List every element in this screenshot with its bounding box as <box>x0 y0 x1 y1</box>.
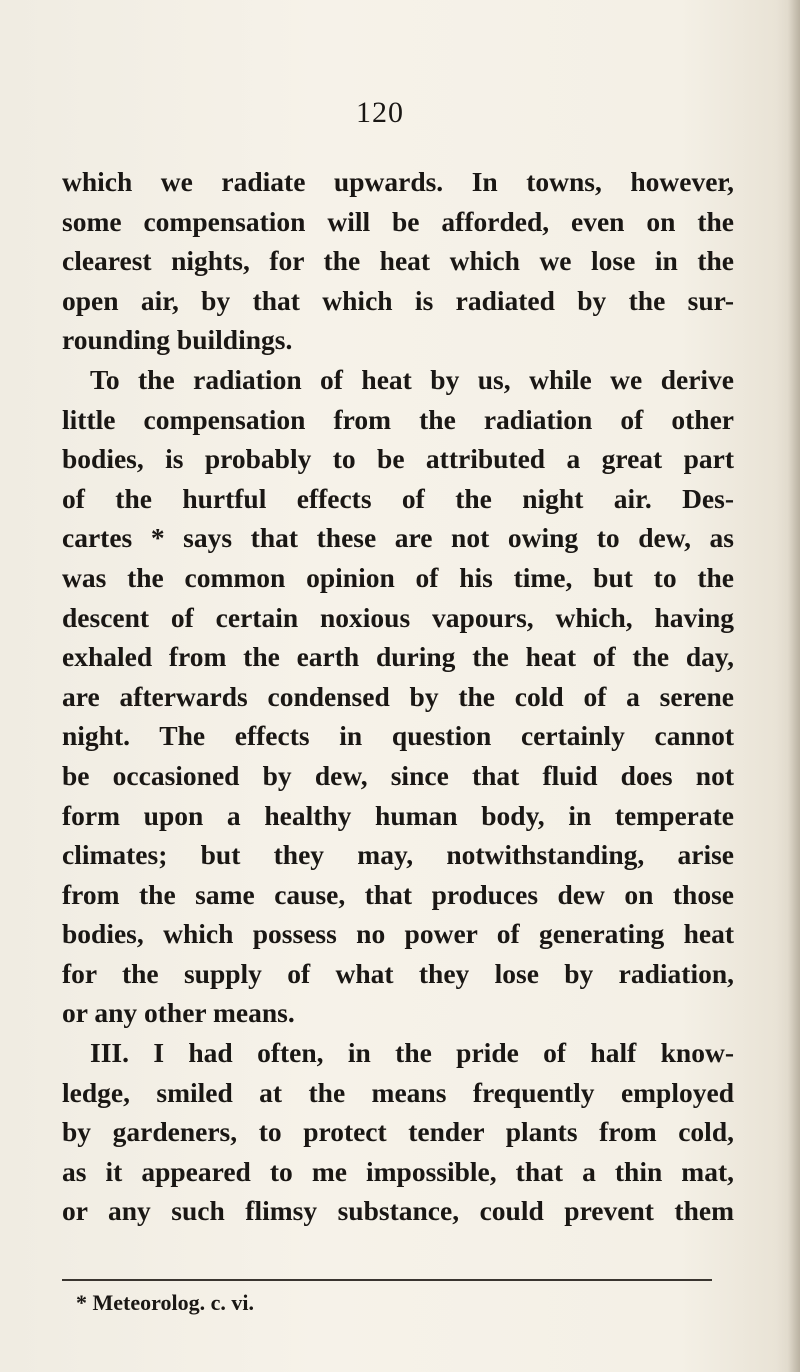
text-line: which we radiate upwards. In towns, however, <box>62 166 734 197</box>
text-line: as it appeared to me impossible, that a thin mat, <box>62 1155 734 1187</box>
text-line: To the radiation of heat by us, while we derive <box>90 363 734 395</box>
page-edge-shadow <box>788 0 800 1372</box>
text-line: bodies, is probably to be attributed a great part <box>62 443 734 475</box>
footnote-rule <box>62 1279 712 1281</box>
text-line: descent of certain noxious vapours, which, having <box>62 601 734 633</box>
text-line: night. The effects in question certainly cannot <box>62 720 734 752</box>
text-line: climates; but they may, notwithstanding, arise <box>62 839 734 871</box>
text-line: rounding buildings. <box>62 324 293 356</box>
text-line: exhaled from the earth during the heat of the day, <box>62 641 734 673</box>
text-line: ledge, smiled at the means frequently employed <box>62 1076 734 1108</box>
text-line: by gardeners, to protect tender plants from cold, <box>62 1116 734 1148</box>
text-line: of the hurtful effects of the night air. Des- <box>62 482 734 514</box>
body-text <box>62 162 734 1231</box>
text-line: III. I had often, in the pride of half know- <box>90 1037 734 1069</box>
text-line: was the common opinion of his time, but to the <box>62 561 734 593</box>
text-line: clearest nights, for the heat which we lose in the <box>62 245 734 277</box>
text-line: are afterwards condensed by the cold of a serene <box>62 680 734 712</box>
text-line: open air, by that which is radiated by the sur- <box>62 284 734 316</box>
footnote: * Meteorolog. c. vi. <box>76 1290 254 1315</box>
text-line: cartes * says that these are not owing to dew, as <box>62 522 734 554</box>
text-line: for the supply of what they lose by radiation, <box>62 957 734 989</box>
text-line: or any other means. <box>62 997 295 1029</box>
text-line: form upon a healthy human body, in temperate <box>62 799 734 831</box>
text-line: bodies, which possess no power of generating heat <box>62 918 734 950</box>
text-line: some compensation will be afforded, even on the <box>62 205 734 237</box>
text-line: from the same cause, that produces dew on those <box>62 878 734 910</box>
text-line: be occasioned by dew, since that fluid does not <box>62 759 734 791</box>
page-number: 120 <box>356 96 404 129</box>
text-line: little compensation from the radiation of other <box>62 403 734 435</box>
text-line: or any such flimsy substance, could prevent them <box>62 1195 734 1227</box>
